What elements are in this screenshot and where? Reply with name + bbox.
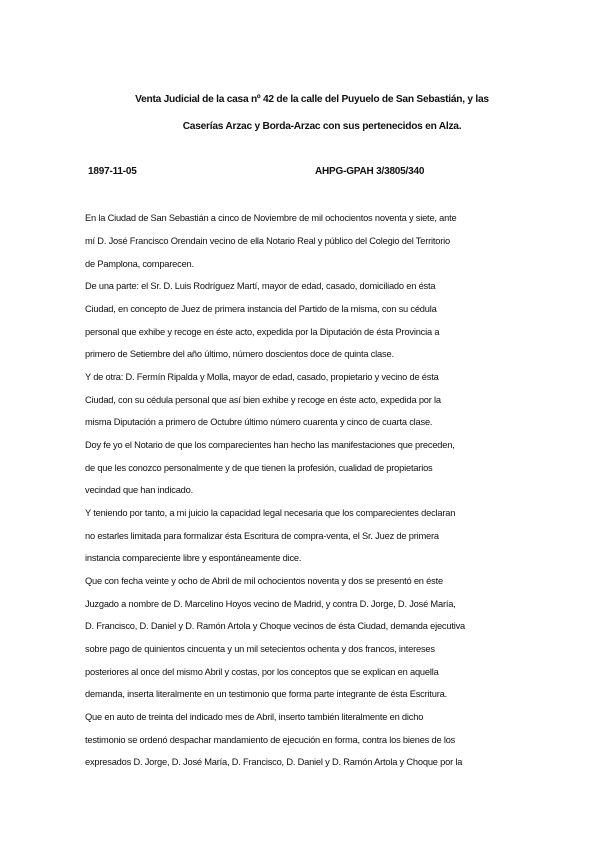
body-line: Que con fecha veinte y ocho de Abril de mil ochocientos noventa y dos se presentó en éste [85, 576, 443, 586]
body-line: demanda, inserta literalmente en un testimonio que forma parte integrante de ésta Escritura. [85, 689, 447, 699]
body-line: de Pamplona, comparecen. [85, 259, 194, 269]
body-line: Juzgado a nombre de D. Marcelino Hoyos vecino de Madrid, y contra D. Jorge, D. José María, [85, 599, 456, 609]
body-line: sobre pago de quinientos cincuenta y un mil setecientos ochenta y dos francos, intereses [85, 644, 435, 654]
document-title-line-2: Caserías Arzac y Borda-Arzac con sus pertenecidos en Alza. [182, 121, 462, 132]
body-line: no estarles limitada para formalizar ésta Escritura de compra-venta, el Sr. Juez de primera [85, 531, 439, 541]
body-line: expresados D. Jorge, D. José María, D. Francisco, D. Daniel y D. Ramón Artola y Choque por la [85, 757, 463, 767]
body-line: Y teniendo por tanto, a mi juicio la capacidad legal necesaria que los comparecientes declaran [85, 508, 456, 518]
document-date: 1897-11-05 [88, 166, 137, 177]
archive-reference: AHPG-GPAH 3/3805/340 [315, 166, 425, 177]
body-line: vecindad que han indicado. [85, 485, 194, 495]
body-line: de que les conozco personalmente y de que tienen la profesión, cualidad de propietarios [85, 463, 433, 473]
body-line: Y de otra: D. Fermín Ripalda y Molla, mayor de edad, casado, propietario y vecino de ésta [85, 372, 439, 382]
body-line: En la Ciudad de San Sebastián a cinco de Noviembre de mil ochocientos noventa y siete, ante [85, 213, 457, 223]
body-line: Ciudad, con su cédula personal que así bien exhibe y recoge en éste acto, expedida por la [85, 395, 441, 405]
body-line: misma Diputación a primero de Octubre último número cuarenta y cinco de cuarta clase. [85, 417, 433, 427]
body-line: D. Francisco, D. Daniel y D. Ramón Artola y Choque vecinos de ésta Ciudad, demanda ejecutiva [85, 621, 466, 631]
body-line: De una parte: el Sr. D. Luis Rodríguez Martí, mayor de edad, casado, domiciliado en ésta [85, 281, 436, 291]
body-line: Ciudad, en concepto de Juez de primera instancia del Partido de la misma, con su cédula [85, 304, 437, 314]
document-title-line-1: Venta Judicial de la casa nº 42 de la calle del Puyuelo de San Sebastián, y las [135, 94, 489, 105]
body-line: Doy fe yo el Notario de que los comparecientes han hecho las manifestaciones que preceden, [85, 440, 455, 450]
body-line: personal que exhibe y recoge en éste acto, expedida por la Diputación de ésta Provincia a [85, 327, 440, 337]
body-line: mí D. José Francisco Orendain vecino de ella Notario Real y público del Colegio del Territorio [85, 236, 450, 246]
body-line: primero de Setiembre del año último, número doscientos doce de quinta clase. [85, 349, 394, 359]
body-line: testimonio se ordenó despachar mandamiento de ejecución en forma, contra los bienes de los [85, 735, 456, 745]
body-line: instancia compareciente libre y espontáneamente dice. [85, 553, 302, 563]
body-line: posteriores al once del mismo Abril y costas, por los conceptos que se explican en aquella [85, 667, 439, 677]
body-line: Que en auto de treinta del indicado mes de Abril, inserto también literalmente en dicho [85, 712, 424, 722]
